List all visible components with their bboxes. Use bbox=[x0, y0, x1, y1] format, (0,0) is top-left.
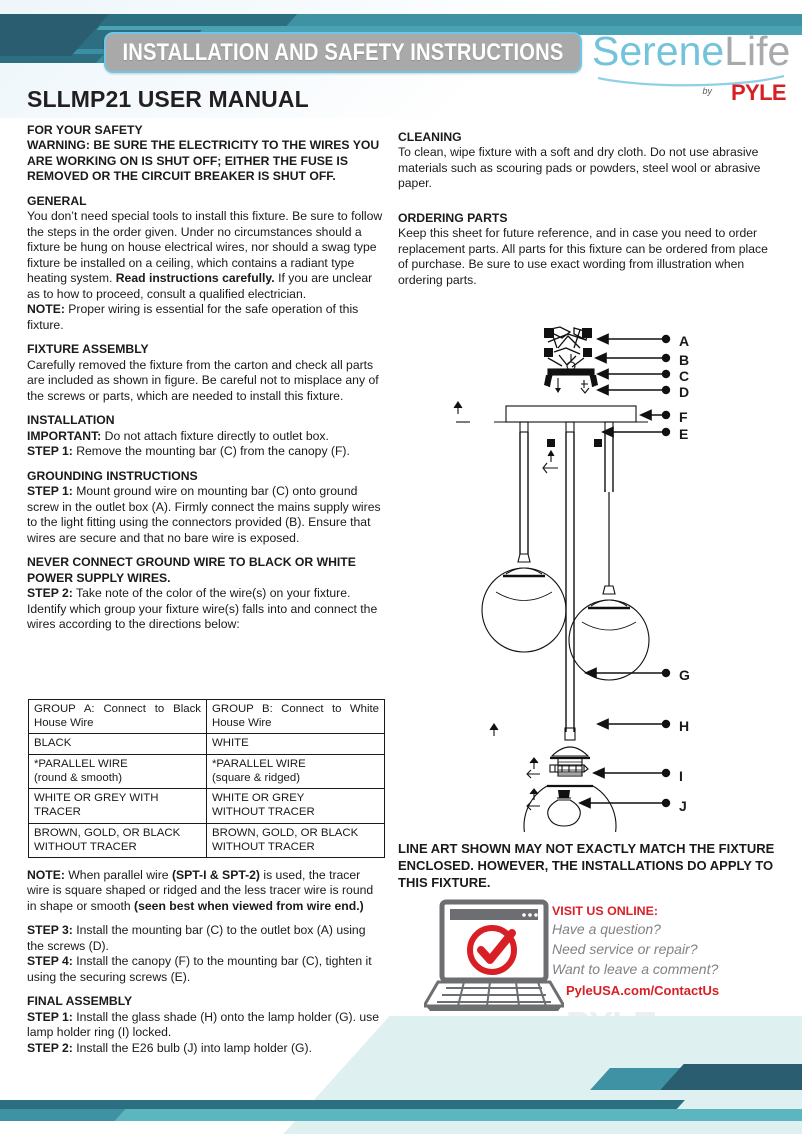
laptop-icon bbox=[424, 898, 564, 1013]
table-row bbox=[29, 789, 385, 823]
ordering-heading: ORDERING PARTS bbox=[398, 210, 508, 225]
visit-question-2: Need service or repair? bbox=[552, 940, 698, 957]
cleaning-heading: CLEANING bbox=[398, 130, 462, 144]
step4-paragraph bbox=[27, 954, 385, 985]
diagram-label-b: B bbox=[679, 352, 690, 368]
logo-life-text: Life bbox=[724, 28, 791, 74]
page-title: SLLMP21 USER MANUAL bbox=[27, 86, 309, 112]
general-paragraph bbox=[27, 209, 385, 302]
never-connect-heading: NEVER CONNECT GROUND WIRE TO BLACK OR WHITE POWER SUPPLY WIRES. bbox=[27, 555, 356, 585]
diagram-label-a: A bbox=[679, 333, 690, 349]
warning-paragraph bbox=[27, 138, 385, 184]
banner-title: INSTALLATION AND SAFETY INSTRUCTIONS bbox=[122, 38, 564, 66]
final-assembly-heading: FINAL ASSEMBLY bbox=[27, 994, 133, 1009]
diagram-label-e: E bbox=[679, 426, 689, 442]
visit-question-3: Want to leave a comment? bbox=[552, 960, 719, 977]
right-column-spacer bbox=[398, 201, 776, 211]
grounding-step1 bbox=[27, 484, 385, 546]
contact-url-link[interactable]: PyleUSA.com/ContactUs bbox=[566, 982, 720, 998]
table-note-text1: When parallel wire bbox=[64, 868, 172, 882]
footer-band-accent bbox=[75, 1109, 802, 1121]
fixture-parts-diagram bbox=[398, 322, 778, 832]
installation-step1 bbox=[27, 444, 385, 459]
step3-text: Install the mounting bar (C) to the outlet box (A) using the screws (D). bbox=[27, 923, 366, 953]
ordering-block bbox=[398, 211, 776, 288]
footer-band-left bbox=[0, 1109, 125, 1121]
safety-heading: FOR YOUR SAFETY bbox=[27, 123, 143, 137]
table-note-bold2: (seen best when viewed from wire end.) bbox=[134, 898, 364, 913]
final-step2-text: Install the E26 bulb (J) into lamp holder (G). bbox=[72, 1040, 312, 1055]
diagram-label-d: D bbox=[679, 384, 690, 400]
cleaning-text: To clean, wipe fixture with a soft and dry cloth. Do not use abrasive materials such as scouring pads or powders, steel wool or abrasive paper. bbox=[398, 145, 761, 191]
diagram-label-g: G bbox=[679, 667, 690, 683]
diagram-label-j: J bbox=[679, 798, 687, 814]
fixture-assembly-block bbox=[27, 342, 385, 404]
visit-online-block bbox=[552, 904, 782, 998]
table-note-bold1: (SPT-I & SPT-2) bbox=[171, 868, 260, 882]
cell-group-a: WHITE OR GREY WITH TRACER bbox=[29, 789, 207, 823]
step4-text: Install the canopy (F) to the mounting bar (C), tighten it using the securing screws (E). bbox=[27, 954, 372, 984]
logo-serene-text: Serene bbox=[592, 28, 725, 74]
diagram-label-i: I bbox=[679, 768, 683, 784]
general-block bbox=[27, 194, 385, 333]
left-column bbox=[27, 123, 385, 642]
cell-group-a: *PARALLEL WIRE (round & smooth) bbox=[29, 755, 207, 789]
general-text2: If you are unclear as to how to proceed, consult a qualified electrician. bbox=[27, 271, 373, 301]
diagram-labels bbox=[398, 322, 778, 832]
safety-block bbox=[27, 123, 385, 185]
grounding-heading: GROUNDING INSTRUCTIONS bbox=[27, 468, 198, 483]
diagram-label-c: C bbox=[679, 368, 690, 384]
general-heading: GENERAL bbox=[27, 193, 87, 208]
note-label: NOTE: bbox=[27, 302, 65, 317]
logo-wordmark bbox=[592, 28, 791, 74]
visit-online-heading: VISIT US ONLINE: bbox=[552, 904, 659, 918]
installation-step1-label: STEP 1: bbox=[27, 444, 73, 459]
wire-group-table bbox=[28, 699, 385, 858]
step3-label: STEP 3: bbox=[27, 923, 73, 938]
table-note-paragraph bbox=[27, 868, 385, 914]
diagram-label-h: H bbox=[679, 718, 690, 734]
never-connect-block bbox=[27, 555, 385, 632]
final-step1-text: Install the glass shade (H) onto the lamp holder (G). use lamp holder ring (I) locked. bbox=[27, 1009, 380, 1040]
table-note-label: NOTE: bbox=[27, 868, 65, 882]
logo-pyle-text: PYLE bbox=[730, 80, 786, 105]
table-row bbox=[29, 755, 385, 789]
banner-pill bbox=[104, 32, 582, 73]
table-row bbox=[29, 823, 385, 857]
cell-group-b: GROUP B: Connect to White House Wire bbox=[207, 700, 385, 734]
installation-heading: INSTALLATION bbox=[27, 413, 115, 428]
grounding-step2-label: STEP 2: bbox=[27, 586, 73, 601]
cell-group-b: *PARALLEL WIRE (square & ridged) bbox=[207, 755, 385, 789]
grounding-step2-text: Take note of the color of the wire(s) on your fixture. Identify which group your fixture wire(s) falls into and connect the wires according to the directions below: bbox=[27, 586, 378, 632]
cell-group-a: BROWN, GOLD, OR BLACK WITHOUT TRACER bbox=[29, 823, 207, 857]
final-step1-label: STEP 1: bbox=[27, 1009, 73, 1024]
diagram-label-f: F bbox=[679, 409, 688, 425]
table-note-text2: is used, the tracer wire is square shaped or ridged and the less tracer wire is round in shape or smooth bbox=[27, 868, 374, 913]
general-bold: Read instructions carefully. bbox=[115, 271, 275, 286]
step3-paragraph bbox=[27, 923, 385, 954]
wire-table-body bbox=[29, 700, 385, 858]
ordering-text: Keep this sheet for future reference, and in case you need to order replacement parts. All parts for this fixture can be ordered from place of purchase. Be sure to use exact wording from illustration when ordering parts. bbox=[398, 226, 768, 287]
footer-graphic bbox=[0, 1016, 802, 1134]
general-text: You don’t need special tools to install this fixture. Be sure to follow the steps in the order given. Under no circumstances should a fixture be hung on house electrical wires, nor should a swag type fixture be installed on a ceiling, which contains a radiant type heating system. bbox=[27, 209, 383, 286]
steps-34-block bbox=[27, 923, 385, 985]
note-text: Proper wiring is essential for the safe operation of this fixture. bbox=[27, 302, 359, 332]
line-art-notice: LINE ART SHOWN MAY NOT EXACTLY MATCH THE FIXTURE ENCLOSED. HOWEVER, THE INSTALLATIONS DO APPLY TO THIS FIXTURE. bbox=[398, 841, 775, 891]
cell-group-b: WHITE bbox=[207, 734, 385, 755]
grounding-step1-label: STEP 1: bbox=[27, 484, 73, 499]
grounding-step2 bbox=[27, 586, 385, 632]
installation-block bbox=[27, 413, 385, 459]
note-paragraph bbox=[27, 302, 385, 333]
step4-label: STEP 4: bbox=[27, 954, 73, 969]
cell-group-a: GROUP A: Connect to Black House Wire bbox=[29, 700, 207, 734]
installation-step1-text: Remove the mounting bar (C) from the canopy (F). bbox=[72, 444, 350, 459]
cell-group-b: BROWN, GOLD, OR BLACK WITHOUT TRACER bbox=[207, 823, 385, 857]
serenelife-logo bbox=[592, 28, 791, 108]
cleaning-block bbox=[398, 130, 776, 192]
final-step2-label: STEP 2: bbox=[27, 1040, 73, 1055]
fixture-assembly-heading: FIXTURE ASSEMBLY bbox=[27, 342, 149, 357]
cell-group-a: BLACK bbox=[29, 734, 207, 755]
fixture-assembly-text: Carefully removed the fixture from the carton and check all parts are included as shown in figure. Be careful not to misplace any of the screws or parts, which are needed to install this fixture. bbox=[27, 357, 379, 403]
table-row bbox=[29, 734, 385, 755]
table-note-block bbox=[27, 868, 385, 914]
grounding-step1-text: Mount ground wire on mounting bar (C) onto ground screw in the outlet box (A). Firmly connect the mains supply wires to the light fitting using the connectors provided (B). Ensure that wires are secure and that no bare wire is exposed. bbox=[27, 484, 381, 545]
important-label: IMPORTANT: bbox=[27, 428, 102, 443]
right-column bbox=[398, 130, 776, 297]
cell-group-b: WHITE OR GREY WITHOUT TRACER bbox=[207, 789, 385, 823]
important-text: Do not attach fixture directly to outlet box. bbox=[101, 428, 329, 443]
warning-text: BE SURE THE ELECTRICITY TO THE WIRES YOU ARE WORKING ON IS SHUT OFF; EITHER THE FUSE IS REMOVED OR THE CIRCUIT BREAKER IS SHUT OFF. bbox=[27, 138, 380, 184]
visit-question-1: Have a question? bbox=[552, 921, 661, 937]
important-paragraph bbox=[27, 429, 385, 444]
warning-label: WARNING: bbox=[27, 138, 90, 153]
footer-band-dark bbox=[660, 1064, 802, 1090]
logo-by-text: by bbox=[702, 86, 712, 96]
table-row bbox=[29, 700, 385, 734]
grounding-block bbox=[27, 469, 385, 546]
